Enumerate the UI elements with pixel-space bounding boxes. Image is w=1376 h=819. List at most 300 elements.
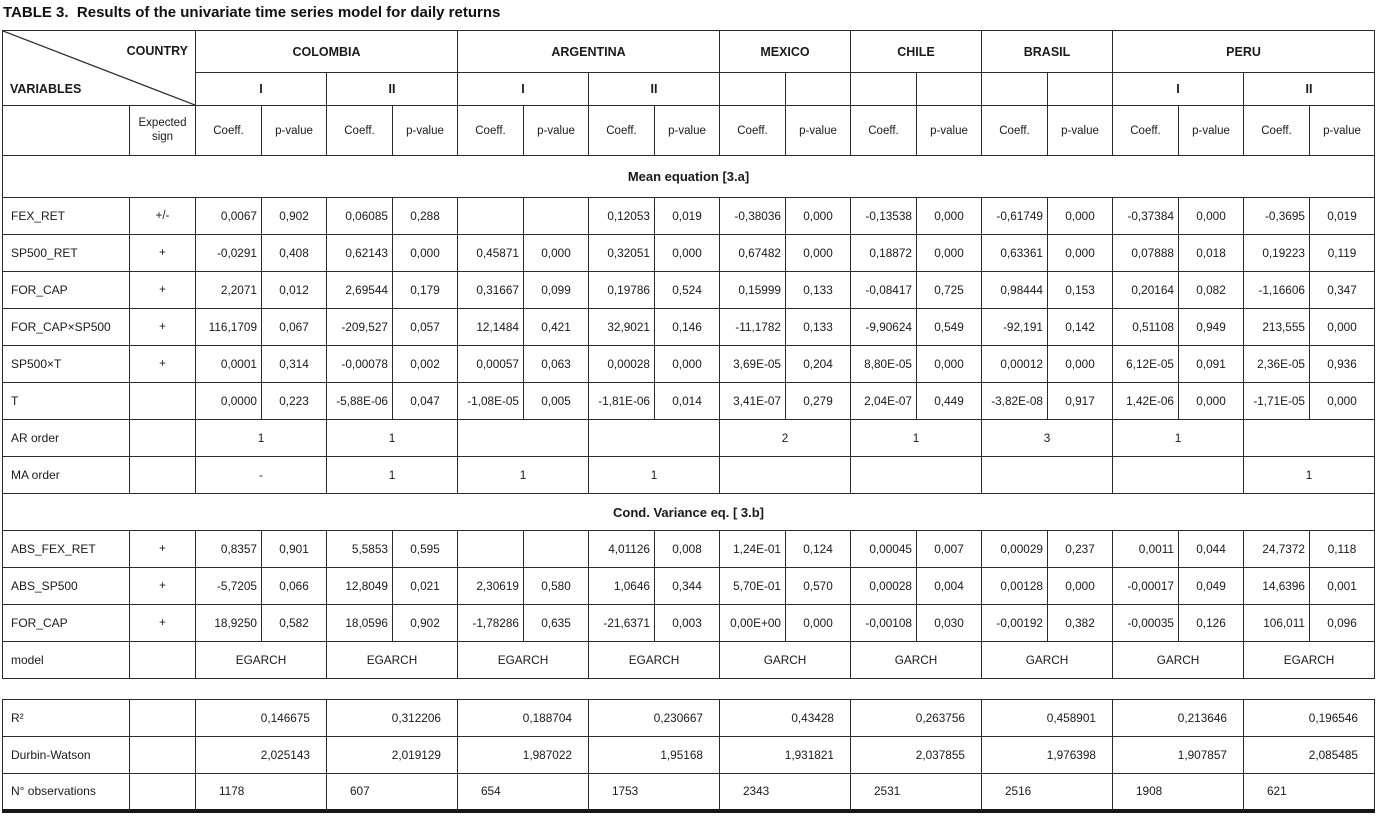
coeff-header: Coeff. xyxy=(1244,106,1310,156)
coeff-header: Coeff. xyxy=(1113,106,1179,156)
pvalue-cell: 0,000 xyxy=(917,235,982,272)
coeff-cell: -11,1782 xyxy=(720,309,786,346)
merged-cell: GARCH xyxy=(851,642,982,679)
pvalue-cell: 0,007 xyxy=(917,531,982,568)
table-title: TABLE 3. Results of the univariate time series model for daily returns xyxy=(3,4,501,21)
coeff-cell: -0,00017 xyxy=(1113,568,1179,605)
pvalue-cell: 0,288 xyxy=(393,198,458,235)
model-subheader-row xyxy=(3,73,1375,106)
pvalue-cell: 0,057 xyxy=(393,309,458,346)
stat-cell: 1,907857 xyxy=(1113,737,1244,774)
coeff-cell: 0,0011 xyxy=(1113,531,1179,568)
coeff-cell: 14,6396 xyxy=(1244,568,1310,605)
expected-sign-cell: + xyxy=(130,272,196,309)
pvalue-cell: 0,179 xyxy=(393,272,458,309)
stat-row xyxy=(3,700,1375,737)
model-subheader-empty xyxy=(982,73,1048,106)
coeff-cell: -0,3695 xyxy=(1244,198,1310,235)
pvalue-cell xyxy=(524,531,589,568)
coeff-cell: -0,13538 xyxy=(851,198,917,235)
merged-cell: 1 xyxy=(1113,420,1244,457)
coeff-cell: 0,0000 xyxy=(196,383,262,420)
coeff-cell: 0,18872 xyxy=(851,235,917,272)
coeff-cell: 0,98444 xyxy=(982,272,1048,309)
blank-cell xyxy=(3,106,130,156)
coeff-cell: -9,90624 xyxy=(851,309,917,346)
stat-cell: 2531 xyxy=(851,774,982,811)
merged-cell xyxy=(982,457,1113,494)
pvalue-cell: 0,237 xyxy=(1048,531,1113,568)
model-subheader: II xyxy=(1244,73,1375,106)
coeff-cell: 1,0646 xyxy=(589,568,655,605)
coeff-header: Coeff. xyxy=(327,106,393,156)
row-label: MA order xyxy=(3,457,130,494)
merged-cell: EGARCH xyxy=(589,642,720,679)
summary-table xyxy=(2,699,1375,813)
stat-cell: 0,458901 xyxy=(982,700,1113,737)
table-row xyxy=(3,272,1375,309)
pvalue-cell: 0,725 xyxy=(917,272,982,309)
pvalue-cell: 0,002 xyxy=(393,346,458,383)
coeff-cell: -0,37384 xyxy=(1113,198,1179,235)
country-header-row xyxy=(3,31,1375,73)
coeff-cell: 8,80E-05 xyxy=(851,346,917,383)
coeff-cell: 3,41E-07 xyxy=(720,383,786,420)
pvalue-cell: 0,347 xyxy=(1310,272,1375,309)
stat-cell: 2343 xyxy=(720,774,851,811)
row-label: FEX_RET xyxy=(3,198,130,235)
row-label: SP500×T xyxy=(3,346,130,383)
pvalue-cell: 0,901 xyxy=(262,531,327,568)
stat-cell: 0,312206 xyxy=(327,700,458,737)
stat-cell: 0,230667 xyxy=(589,700,720,737)
model-subheader: II xyxy=(589,73,720,106)
pvalue-header: p-value xyxy=(1310,106,1375,156)
coeff-cell: 0,00012 xyxy=(982,346,1048,383)
stat-cell: 1,95168 xyxy=(589,737,720,774)
pvalue-cell: 0,014 xyxy=(655,383,720,420)
coeff-cell: 0,12053 xyxy=(589,198,655,235)
stat-cell: 2,019129 xyxy=(327,737,458,774)
pvalue-cell: 0,126 xyxy=(1179,605,1244,642)
expected-sign-cell: + xyxy=(130,605,196,642)
section-banner: Cond. Variance eq. [ 3.b] xyxy=(3,494,1375,531)
table-row xyxy=(3,309,1375,346)
pvalue-cell: 0,003 xyxy=(655,605,720,642)
stat-cell: 2,085485 xyxy=(1244,737,1375,774)
table-row xyxy=(3,605,1375,642)
coeff-cell: 4,01126 xyxy=(589,531,655,568)
variables-label: VARIABLES xyxy=(10,82,82,96)
table-row xyxy=(3,198,1375,235)
merged-cell: GARCH xyxy=(1113,642,1244,679)
coeff-cell: 1,24E-01 xyxy=(720,531,786,568)
pvalue-cell: 0,549 xyxy=(917,309,982,346)
country-header-mexico: MEXICO xyxy=(720,31,851,73)
coeff-cell: 0,0001 xyxy=(196,346,262,383)
coeff-cell: 0,00029 xyxy=(982,531,1048,568)
merged-cell: EGARCH xyxy=(196,642,327,679)
merged-cell: 1 xyxy=(458,457,589,494)
stat-cell: 1753 xyxy=(589,774,720,811)
stat-cell: 621 xyxy=(1244,774,1375,811)
expected-sign-cell: + xyxy=(130,346,196,383)
stat-cell: 0,188704 xyxy=(458,700,589,737)
model-subheader-empty xyxy=(720,73,786,106)
pvalue-cell: 0,000 xyxy=(1179,383,1244,420)
table-row xyxy=(3,531,1375,568)
coeff-cell: 116,1709 xyxy=(196,309,262,346)
pvalue-cell: 0,000 xyxy=(917,198,982,235)
model-subheader: II xyxy=(327,73,458,106)
stat-cell: 1,976398 xyxy=(982,737,1113,774)
coeff-cell xyxy=(458,531,524,568)
pvalue-cell: 0,000 xyxy=(786,198,851,235)
pvalue-cell: 0,000 xyxy=(1048,198,1113,235)
coeff-cell: -1,16606 xyxy=(1244,272,1310,309)
coeff-cell: -0,00035 xyxy=(1113,605,1179,642)
coeff-cell: -1,81E-06 xyxy=(589,383,655,420)
coeff-cell: 0,67482 xyxy=(720,235,786,272)
expected-sign-cell: + xyxy=(130,235,196,272)
pvalue-cell: 0,000 xyxy=(786,605,851,642)
pvalue-cell: 0,949 xyxy=(1179,309,1244,346)
stat-cell: 0,213646 xyxy=(1113,700,1244,737)
coeff-cell: -3,82E-08 xyxy=(982,383,1048,420)
pvalue-cell: 0,019 xyxy=(655,198,720,235)
coeff-cell: 32,9021 xyxy=(589,309,655,346)
coeff-cell: 1,42E-06 xyxy=(1113,383,1179,420)
pvalue-cell: 0,421 xyxy=(524,309,589,346)
pvalue-header: p-value xyxy=(917,106,982,156)
coeff-header: Coeff. xyxy=(589,106,655,156)
model-subheader: I xyxy=(458,73,589,106)
country-header-chile: CHILE xyxy=(851,31,982,73)
pvalue-cell: 0,030 xyxy=(917,605,982,642)
stat-label: R² xyxy=(3,700,130,737)
stat-row xyxy=(3,774,1375,811)
row-label: SP500_RET xyxy=(3,235,130,272)
pvalue-cell xyxy=(524,198,589,235)
expected-sign-cell xyxy=(130,642,196,679)
expected-sign-cell xyxy=(130,457,196,494)
pvalue-cell: 0,124 xyxy=(786,531,851,568)
pvalue-cell: 0,000 xyxy=(393,235,458,272)
pvalue-cell: 0,344 xyxy=(655,568,720,605)
table-row xyxy=(3,568,1375,605)
coeff-cell: 0,8357 xyxy=(196,531,262,568)
model-subheader: I xyxy=(196,73,327,106)
pvalue-cell: 0,008 xyxy=(655,531,720,568)
merged-cell xyxy=(1244,420,1375,457)
stat-cell: 0,146675 xyxy=(196,700,327,737)
stat-cell: 607 xyxy=(327,774,458,811)
pvalue-header: p-value xyxy=(1179,106,1244,156)
pvalue-cell: 0,118 xyxy=(1310,531,1375,568)
section-banner: Mean equation [3.a] xyxy=(3,156,1375,198)
table-row xyxy=(3,383,1375,420)
pvalue-cell: 0,005 xyxy=(524,383,589,420)
coeff-cell: 18,0596 xyxy=(327,605,393,642)
coeff-cell: 0,62143 xyxy=(327,235,393,272)
coeff-cell: 5,5853 xyxy=(327,531,393,568)
stat-cell: 654 xyxy=(458,774,589,811)
coeff-cell xyxy=(458,198,524,235)
coeff-cell: 0,00E+00 xyxy=(720,605,786,642)
pvalue-cell: 0,917 xyxy=(1048,383,1113,420)
pvalue-cell: 0,000 xyxy=(1310,383,1375,420)
pvalue-cell: 0,000 xyxy=(655,346,720,383)
pvalue-cell: 0,000 xyxy=(1310,309,1375,346)
coeff-cell: -209,527 xyxy=(327,309,393,346)
table-row xyxy=(3,457,1375,494)
coeff-cell: 0,15999 xyxy=(720,272,786,309)
pvalue-cell: 0,096 xyxy=(1310,605,1375,642)
pvalue-cell: 0,279 xyxy=(786,383,851,420)
merged-cell xyxy=(851,457,982,494)
coeff-cell: 2,69544 xyxy=(327,272,393,309)
coeff-header: Coeff. xyxy=(982,106,1048,156)
coeff-cell: -21,6371 xyxy=(589,605,655,642)
pvalue-cell: 0,000 xyxy=(655,235,720,272)
merged-cell xyxy=(720,457,851,494)
row-label: ABS_FEX_RET xyxy=(3,531,130,568)
coeff-cell: -0,00108 xyxy=(851,605,917,642)
merged-cell: EGARCH xyxy=(327,642,458,679)
stat-cell: 2,037855 xyxy=(851,737,982,774)
merged-cell: 1 xyxy=(589,457,720,494)
model-subheader-empty xyxy=(786,73,851,106)
results-table xyxy=(2,30,1375,679)
model-subheader: I xyxy=(1113,73,1244,106)
coeff-cell: 2,36E-05 xyxy=(1244,346,1310,383)
coeff-cell: 18,9250 xyxy=(196,605,262,642)
blank-cell xyxy=(130,774,196,811)
pvalue-header: p-value xyxy=(393,106,458,156)
pvalue-cell: 0,047 xyxy=(393,383,458,420)
coeff-cell: 0,00057 xyxy=(458,346,524,383)
pvalue-cell: 0,133 xyxy=(786,272,851,309)
model-subheader-empty xyxy=(1048,73,1113,106)
pvalue-cell: 0,063 xyxy=(524,346,589,383)
coeff-cell: 2,2071 xyxy=(196,272,262,309)
row-label: FOR_CAP xyxy=(3,272,130,309)
pvalue-cell: 0,142 xyxy=(1048,309,1113,346)
stat-cell: 1,931821 xyxy=(720,737,851,774)
pvalue-cell: 0,001 xyxy=(1310,568,1375,605)
coeff-cell: 6,12E-05 xyxy=(1113,346,1179,383)
coeff-cell: 2,04E-07 xyxy=(851,383,917,420)
expected-sign-header: Expected sign xyxy=(130,106,196,156)
pvalue-cell: 0,580 xyxy=(524,568,589,605)
coeff-cell: -0,00192 xyxy=(982,605,1048,642)
coeff-cell: 106,011 xyxy=(1244,605,1310,642)
merged-cell xyxy=(458,420,589,457)
coeff-cell: 0,00028 xyxy=(589,346,655,383)
pvalue-header: p-value xyxy=(262,106,327,156)
pvalue-cell: 0,146 xyxy=(655,309,720,346)
pvalue-cell: 0,082 xyxy=(1179,272,1244,309)
coeff-cell: -0,61749 xyxy=(982,198,1048,235)
pvalue-cell: 0,019 xyxy=(1310,198,1375,235)
coeff-cell: 213,555 xyxy=(1244,309,1310,346)
merged-cell: 3 xyxy=(982,420,1113,457)
pvalue-cell: 0,000 xyxy=(1048,568,1113,605)
coeff-cell: -1,08E-05 xyxy=(458,383,524,420)
coeff-cell: 0,63361 xyxy=(982,235,1048,272)
section-banner-row xyxy=(3,156,1375,198)
pvalue-cell: 0,635 xyxy=(524,605,589,642)
pvalue-cell: 0,049 xyxy=(1179,568,1244,605)
pvalue-cell: 0,091 xyxy=(1179,346,1244,383)
coeff-cell: 3,69E-05 xyxy=(720,346,786,383)
coeff-cell: -1,78286 xyxy=(458,605,524,642)
stat-cell: 2516 xyxy=(982,774,1113,811)
stat-cell: 1178 xyxy=(196,774,327,811)
pvalue-cell: 0,153 xyxy=(1048,272,1113,309)
expected-sign-cell: + xyxy=(130,531,196,568)
coeff-cell: 0,31667 xyxy=(458,272,524,309)
country-header-peru: PERU xyxy=(1113,31,1375,73)
coeff-cell: -92,191 xyxy=(982,309,1048,346)
coeff-cell: 0,45871 xyxy=(458,235,524,272)
blank-cell xyxy=(130,737,196,774)
corner-cell xyxy=(3,31,196,106)
coeff-cell: 0,19786 xyxy=(589,272,655,309)
merged-cell: 1 xyxy=(196,420,327,457)
coeff-cell: 0,06085 xyxy=(327,198,393,235)
pvalue-cell: 0,382 xyxy=(1048,605,1113,642)
pvalue-cell: 0,000 xyxy=(524,235,589,272)
pvalue-cell: 0,936 xyxy=(1310,346,1375,383)
coeff-cell: -0,08417 xyxy=(851,272,917,309)
pvalue-cell: 0,067 xyxy=(262,309,327,346)
pvalue-header: p-value xyxy=(655,106,720,156)
model-subheader-empty xyxy=(917,73,982,106)
row-label: FOR_CAP xyxy=(3,605,130,642)
stat-label: N° observations xyxy=(3,774,130,811)
pvalue-cell: 0,044 xyxy=(1179,531,1244,568)
coeff-cell: 0,00128 xyxy=(982,568,1048,605)
pvalue-cell: 0,449 xyxy=(917,383,982,420)
coeff-cell: 0,20164 xyxy=(1113,272,1179,309)
country-header-brasil: BRASIL xyxy=(982,31,1113,73)
column-header-row xyxy=(3,106,1375,156)
pvalue-cell: 0,595 xyxy=(393,531,458,568)
pvalue-cell: 0,004 xyxy=(917,568,982,605)
coeff-cell: -0,38036 xyxy=(720,198,786,235)
coeff-header: Coeff. xyxy=(196,106,262,156)
pvalue-cell: 0,066 xyxy=(262,568,327,605)
merged-cell: 1 xyxy=(327,420,458,457)
expected-sign-cell: + xyxy=(130,568,196,605)
coeff-cell: 2,30619 xyxy=(458,568,524,605)
merged-cell: 1 xyxy=(851,420,982,457)
pvalue-cell: 0,408 xyxy=(262,235,327,272)
merged-cell: EGARCH xyxy=(1244,642,1375,679)
coeff-cell: 5,70E-01 xyxy=(720,568,786,605)
pvalue-cell: 0,204 xyxy=(786,346,851,383)
pvalue-header: p-value xyxy=(786,106,851,156)
pvalue-cell: 0,000 xyxy=(917,346,982,383)
pvalue-cell: 0,902 xyxy=(262,198,327,235)
pvalue-cell: 0,902 xyxy=(393,605,458,642)
coeff-cell: 12,8049 xyxy=(327,568,393,605)
merged-cell xyxy=(589,420,720,457)
merged-cell xyxy=(1113,457,1244,494)
coeff-cell: -0,00078 xyxy=(327,346,393,383)
pvalue-cell: 0,582 xyxy=(262,605,327,642)
row-label: T xyxy=(3,383,130,420)
stat-row xyxy=(3,737,1375,774)
section-banner-row xyxy=(3,494,1375,531)
stat-cell: 2,025143 xyxy=(196,737,327,774)
coeff-header: Coeff. xyxy=(458,106,524,156)
row-label: FOR_CAP×SP500 xyxy=(3,309,130,346)
merged-cell: GARCH xyxy=(982,642,1113,679)
merged-cell: 1 xyxy=(327,457,458,494)
coeff-cell: -5,88E-06 xyxy=(327,383,393,420)
pvalue-cell: 0,018 xyxy=(1179,235,1244,272)
coeff-cell: 0,51108 xyxy=(1113,309,1179,346)
expected-sign-cell xyxy=(130,383,196,420)
coeff-cell: 0,07888 xyxy=(1113,235,1179,272)
coeff-cell: 0,32051 xyxy=(589,235,655,272)
pvalue-cell: 0,524 xyxy=(655,272,720,309)
stat-label: Durbin-Watson xyxy=(3,737,130,774)
pvalue-cell: 0,099 xyxy=(524,272,589,309)
coeff-cell: 0,00045 xyxy=(851,531,917,568)
row-label: ABS_SP500 xyxy=(3,568,130,605)
coeff-cell: -5,7205 xyxy=(196,568,262,605)
coeff-header: Coeff. xyxy=(851,106,917,156)
pvalue-cell: 0,000 xyxy=(786,235,851,272)
coeff-cell: 0,0067 xyxy=(196,198,262,235)
stat-cell: 1908 xyxy=(1113,774,1244,811)
pvalue-cell: 0,570 xyxy=(786,568,851,605)
row-label: AR order xyxy=(3,420,130,457)
merged-cell: GARCH xyxy=(720,642,851,679)
table-row xyxy=(3,235,1375,272)
pvalue-cell: 0,012 xyxy=(262,272,327,309)
country-header-colombia: COLOMBIA xyxy=(196,31,458,73)
merged-cell: 1 xyxy=(1244,457,1375,494)
table-row xyxy=(3,346,1375,383)
pvalue-cell: 0,000 xyxy=(1179,198,1244,235)
pvalue-header: p-value xyxy=(524,106,589,156)
expected-sign-cell xyxy=(130,420,196,457)
stat-cell: 1,987022 xyxy=(458,737,589,774)
pvalue-cell: 0,133 xyxy=(786,309,851,346)
coeff-cell: 0,00028 xyxy=(851,568,917,605)
table-row xyxy=(3,642,1375,679)
coeff-cell: -1,71E-05 xyxy=(1244,383,1310,420)
coeff-cell: -0,0291 xyxy=(196,235,262,272)
merged-cell: - xyxy=(196,457,327,494)
pvalue-cell: 0,119 xyxy=(1310,235,1375,272)
stat-cell: 0,43428 xyxy=(720,700,851,737)
pvalue-cell: 0,000 xyxy=(1048,346,1113,383)
expected-sign-cell: + xyxy=(130,309,196,346)
coeff-cell: 24,7372 xyxy=(1244,531,1310,568)
coeff-header: Coeff. xyxy=(720,106,786,156)
pvalue-cell: 0,021 xyxy=(393,568,458,605)
expected-sign-cell: +/- xyxy=(130,198,196,235)
coeff-cell: 0,19223 xyxy=(1244,235,1310,272)
pvalue-cell: 0,223 xyxy=(262,383,327,420)
model-subheader-empty xyxy=(851,73,917,106)
pvalue-header: p-value xyxy=(1048,106,1113,156)
